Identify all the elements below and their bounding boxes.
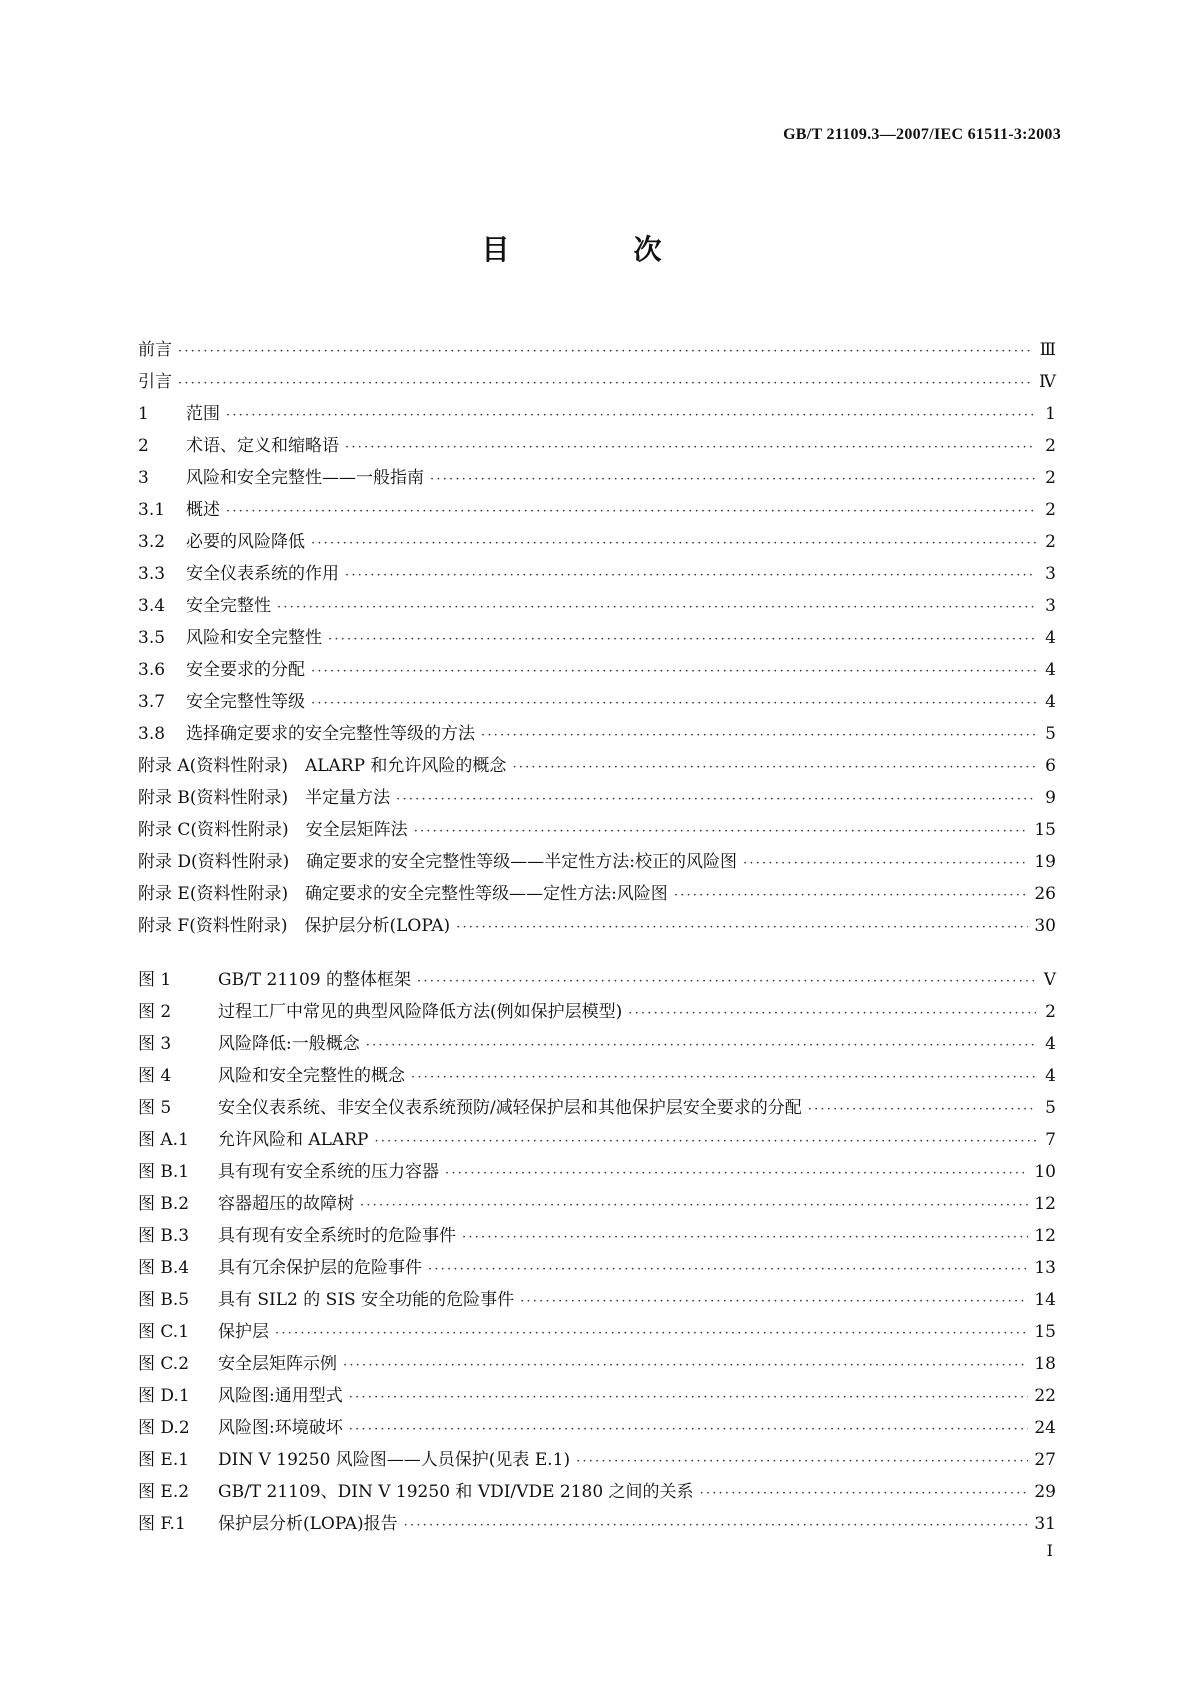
entry-title: 术语、定义和缩略语 — [186, 436, 339, 456]
figure-entry[interactable] — [138, 1285, 1056, 1317]
entry-page: 3 — [1045, 596, 1056, 616]
dot-leader — [462, 1230, 1028, 1245]
dot-leader — [311, 664, 1036, 679]
figure-entry[interactable] — [138, 1125, 1056, 1157]
entry-title: 具有现有安全系统的压力容器 — [218, 1162, 439, 1182]
dot-leader — [576, 1454, 1028, 1469]
entry-number: 图 2 — [138, 1002, 172, 1022]
entry-title: 附录 C(资料性附录) 安全层矩阵法 — [138, 820, 408, 840]
entry-title: 具有现有安全系统时的危险事件 — [218, 1226, 456, 1246]
entry-page: 22 — [1034, 1386, 1056, 1406]
entry-title: 范围 — [186, 404, 220, 424]
entry-page: 14 — [1034, 1290, 1056, 1310]
entry-number: 图 C.1 — [138, 1322, 190, 1342]
entry-number: 3.6 — [138, 660, 166, 680]
dot-leader — [808, 1102, 1036, 1117]
figure-entry[interactable] — [138, 1157, 1056, 1189]
dot-leader — [481, 728, 1036, 743]
dot-leader — [404, 1518, 1029, 1533]
entry-page: 6 — [1045, 756, 1056, 776]
entry-number: 图 3 — [138, 1034, 172, 1054]
entry-number: 3.8 — [138, 724, 166, 744]
figure-entry[interactable] — [138, 1445, 1056, 1477]
dot-leader — [628, 1006, 1036, 1021]
entry-page: 2 — [1045, 468, 1056, 488]
entry-number: 图 D.2 — [138, 1418, 190, 1438]
toc-entry[interactable] — [138, 655, 1056, 687]
entry-title: 安全要求的分配 — [186, 660, 305, 680]
entry-page: 18 — [1034, 1354, 1056, 1374]
entry-page: 5 — [1045, 1098, 1056, 1118]
entry-page: 15 — [1034, 820, 1056, 840]
entry-page: 10 — [1034, 1162, 1056, 1182]
entry-title: 附录 F(资料性附录) 保护层分析(LOPA) — [138, 916, 451, 936]
entry-page: 19 — [1034, 852, 1056, 872]
dot-leader — [520, 1294, 1028, 1309]
toc-entry[interactable] — [138, 463, 1056, 495]
dot-leader — [417, 974, 1036, 989]
entry-title: 附录 B(资料性附录) 半定量方法 — [138, 788, 391, 808]
entry-number: 3.2 — [138, 532, 166, 552]
dot-leader — [445, 1166, 1028, 1181]
entry-number: 3.7 — [138, 692, 166, 712]
dot-leader — [674, 888, 1029, 903]
entry-title: 必要的风险降低 — [186, 532, 305, 552]
dot-leader — [360, 1198, 1028, 1213]
entry-page: 29 — [1034, 1482, 1056, 1502]
dot-leader — [512, 760, 1036, 775]
entry-page: 7 — [1045, 1130, 1056, 1150]
entry-number: 图 B.4 — [138, 1258, 190, 1278]
entry-title: 风险和安全完整性——一般指南 — [186, 468, 424, 488]
dot-leader — [411, 1070, 1036, 1085]
entry-number: 图 B.5 — [138, 1290, 190, 1310]
entry-title: 安全完整性 — [186, 596, 271, 616]
toc-entry[interactable] — [138, 879, 1056, 911]
entry-title: 风险降低:一般概念 — [218, 1034, 360, 1054]
entry-title: 风险和安全完整性 — [186, 628, 322, 648]
entry-page: Ⅴ — [1043, 970, 1056, 990]
dot-leader — [343, 1358, 1028, 1373]
entry-page: 31 — [1034, 1514, 1056, 1534]
dot-leader — [178, 344, 1034, 359]
toc-entry[interactable] — [138, 367, 1056, 399]
entry-number: 图 C.2 — [138, 1354, 190, 1374]
dot-leader — [345, 440, 1036, 455]
entry-number: 图 A.1 — [138, 1130, 189, 1150]
dot-leader — [428, 1262, 1028, 1277]
dot-leader — [375, 1134, 1037, 1149]
dot-leader — [275, 1326, 1028, 1341]
toc-entry[interactable] — [138, 623, 1056, 655]
entry-page: 2 — [1045, 532, 1056, 552]
entry-title: 安全仪表系统的作用 — [186, 564, 339, 584]
figure-entry[interactable] — [138, 1189, 1056, 1221]
figure-entry[interactable] — [138, 1509, 1056, 1541]
page-title: 目 次 — [481, 233, 710, 266]
entry-page: 26 — [1034, 884, 1056, 904]
entry-page: 27 — [1034, 1450, 1056, 1470]
entry-page: 9 — [1045, 788, 1056, 808]
entry-page: 4 — [1045, 692, 1056, 712]
entry-title: 前言 — [138, 340, 172, 360]
dot-leader — [178, 376, 1033, 391]
dot-leader — [700, 1486, 1029, 1501]
figure-entry[interactable] — [138, 1381, 1056, 1413]
entry-page: 12 — [1034, 1226, 1056, 1246]
entry-number: 图 5 — [138, 1098, 172, 1118]
entry-number: 图 D.1 — [138, 1386, 190, 1406]
entry-number: 图 B.2 — [138, 1194, 190, 1214]
dot-leader — [328, 632, 1036, 647]
table-of-contents — [138, 335, 1056, 943]
entry-number: 2 — [138, 436, 149, 456]
entry-page: 13 — [1034, 1258, 1056, 1278]
entry-title: 保护层 — [218, 1322, 269, 1342]
figure-entry[interactable] — [138, 1317, 1056, 1349]
figure-entry[interactable] — [138, 965, 1056, 997]
entry-number: 1 — [138, 404, 149, 424]
figure-entry[interactable] — [138, 1093, 1056, 1125]
entry-title: 引言 — [138, 372, 172, 392]
entry-title: 附录 D(资料性附录) 确定要求的安全完整性等级——半定性方法:校正的风险图 — [138, 852, 738, 872]
figure-entry[interactable] — [138, 1061, 1056, 1093]
entry-title: 概述 — [186, 500, 220, 520]
entry-page: 15 — [1034, 1322, 1056, 1342]
entry-number: 3.5 — [138, 628, 166, 648]
dot-leader — [277, 600, 1036, 615]
dot-leader — [349, 1422, 1029, 1437]
entry-title: 容器超压的故障树 — [218, 1194, 354, 1214]
dot-leader — [396, 792, 1036, 807]
entry-page: 2 — [1045, 436, 1056, 456]
entry-page: 2 — [1045, 1002, 1056, 1022]
entry-page: 4 — [1045, 660, 1056, 680]
toc-entry[interactable] — [138, 847, 1056, 879]
entry-number: 3.3 — [138, 564, 166, 584]
toc-entry[interactable] — [138, 719, 1056, 751]
entry-page: Ⅲ — [1039, 340, 1056, 360]
dot-leader — [743, 856, 1028, 871]
figure-entry[interactable] — [138, 1253, 1056, 1285]
entry-title: 附录 E(资料性附录) 确定要求的安全完整性等级——定性方法:风险图 — [138, 884, 668, 904]
entry-title: 风险图:环境破坏 — [218, 1418, 343, 1438]
entry-page: 3 — [1045, 564, 1056, 584]
entry-number: 图 4 — [138, 1066, 172, 1086]
toc-entry[interactable] — [138, 335, 1056, 367]
dot-leader — [226, 504, 1036, 519]
entry-page: 1 — [1045, 404, 1056, 424]
toc-entry[interactable] — [138, 687, 1056, 719]
entry-title: 风险和安全完整性的概念 — [218, 1066, 405, 1086]
dot-leader — [414, 824, 1029, 839]
figure-entry[interactable] — [138, 1477, 1056, 1509]
entry-page: 5 — [1045, 724, 1056, 744]
dot-leader — [311, 696, 1036, 711]
entry-page: 4 — [1045, 628, 1056, 648]
entry-title: GB/T 21109 的整体框架 — [218, 970, 412, 990]
dot-leader — [311, 536, 1036, 551]
entry-title: 保护层分析(LOPA)报告 — [218, 1514, 398, 1534]
entry-page: 12 — [1034, 1194, 1056, 1214]
document-id: GB/T 21109.3—2007/IEC 61511-3:2003 — [783, 126, 1061, 143]
toc-entry[interactable] — [138, 399, 1056, 431]
figure-entry[interactable] — [138, 1349, 1056, 1381]
entry-title: 允许风险和 ALARP — [218, 1130, 369, 1150]
entry-number: 图 B.1 — [138, 1162, 190, 1182]
entry-number: 图 1 — [138, 970, 172, 990]
entry-title: 过程工厂中常见的典型风险降低方法(例如保护层模型) — [218, 1002, 623, 1022]
entry-page: 30 — [1034, 916, 1056, 936]
toc-entry[interactable] — [138, 527, 1056, 559]
figure-entry[interactable] — [138, 1413, 1056, 1445]
entry-title: DIN V 19250 风险图——人员保护(见表 E.1) — [218, 1450, 571, 1470]
entry-page: Ⅳ — [1039, 372, 1056, 392]
entry-number: 3 — [138, 468, 149, 488]
entry-number: 图 E.1 — [138, 1450, 190, 1470]
toc-entry[interactable] — [138, 495, 1056, 527]
entry-page: 4 — [1045, 1066, 1056, 1086]
entry-number: 3.1 — [138, 500, 166, 520]
dot-leader — [226, 408, 1036, 423]
entry-title: 具有 SIL2 的 SIS 安全功能的危险事件 — [218, 1290, 515, 1310]
entry-title: GB/T 21109、DIN V 19250 和 VDI/VDE 2180 之间的关系 — [218, 1482, 694, 1502]
toc-entry[interactable] — [138, 591, 1056, 623]
entry-number: 图 F.1 — [138, 1514, 186, 1534]
dot-leader — [345, 568, 1036, 583]
entry-number: 3.4 — [138, 596, 166, 616]
dot-leader — [430, 472, 1036, 487]
entry-title: 安全仪表系统、非安全仪表系统预防/减轻保护层和其他保护层安全要求的分配 — [218, 1098, 802, 1118]
entry-title: 选择确定要求的安全完整性等级的方法 — [186, 724, 475, 744]
toc-entry[interactable] — [138, 559, 1056, 591]
figure-entry[interactable] — [138, 1029, 1056, 1061]
toc-entry[interactable] — [138, 815, 1056, 847]
toc-entry[interactable] — [138, 751, 1056, 783]
figure-entry[interactable] — [138, 997, 1056, 1029]
entry-title: 安全层矩阵示例 — [218, 1354, 337, 1374]
dot-leader — [366, 1038, 1036, 1053]
dot-leader — [349, 1390, 1029, 1405]
dot-leader — [456, 920, 1028, 935]
entry-number: 图 B.3 — [138, 1226, 190, 1246]
toc-entry[interactable] — [138, 911, 1056, 943]
entry-title: 具有冗余保护层的危险事件 — [218, 1258, 422, 1278]
toc-entry[interactable] — [138, 431, 1056, 463]
entry-title: 风险图:通用型式 — [218, 1386, 343, 1406]
toc-entry[interactable] — [138, 783, 1056, 815]
entry-page: 2 — [1045, 500, 1056, 520]
figure-entry[interactable] — [138, 1221, 1056, 1253]
entry-page: 4 — [1045, 1034, 1056, 1054]
entry-title: 附录 A(资料性附录) ALARP 和允许风险的概念 — [138, 756, 507, 776]
entry-page: 24 — [1034, 1418, 1056, 1438]
entry-number: 图 E.2 — [138, 1482, 190, 1502]
page-number: I — [1046, 1541, 1053, 1560]
list-of-figures — [138, 965, 1056, 1541]
entry-title: 安全完整性等级 — [186, 692, 305, 712]
